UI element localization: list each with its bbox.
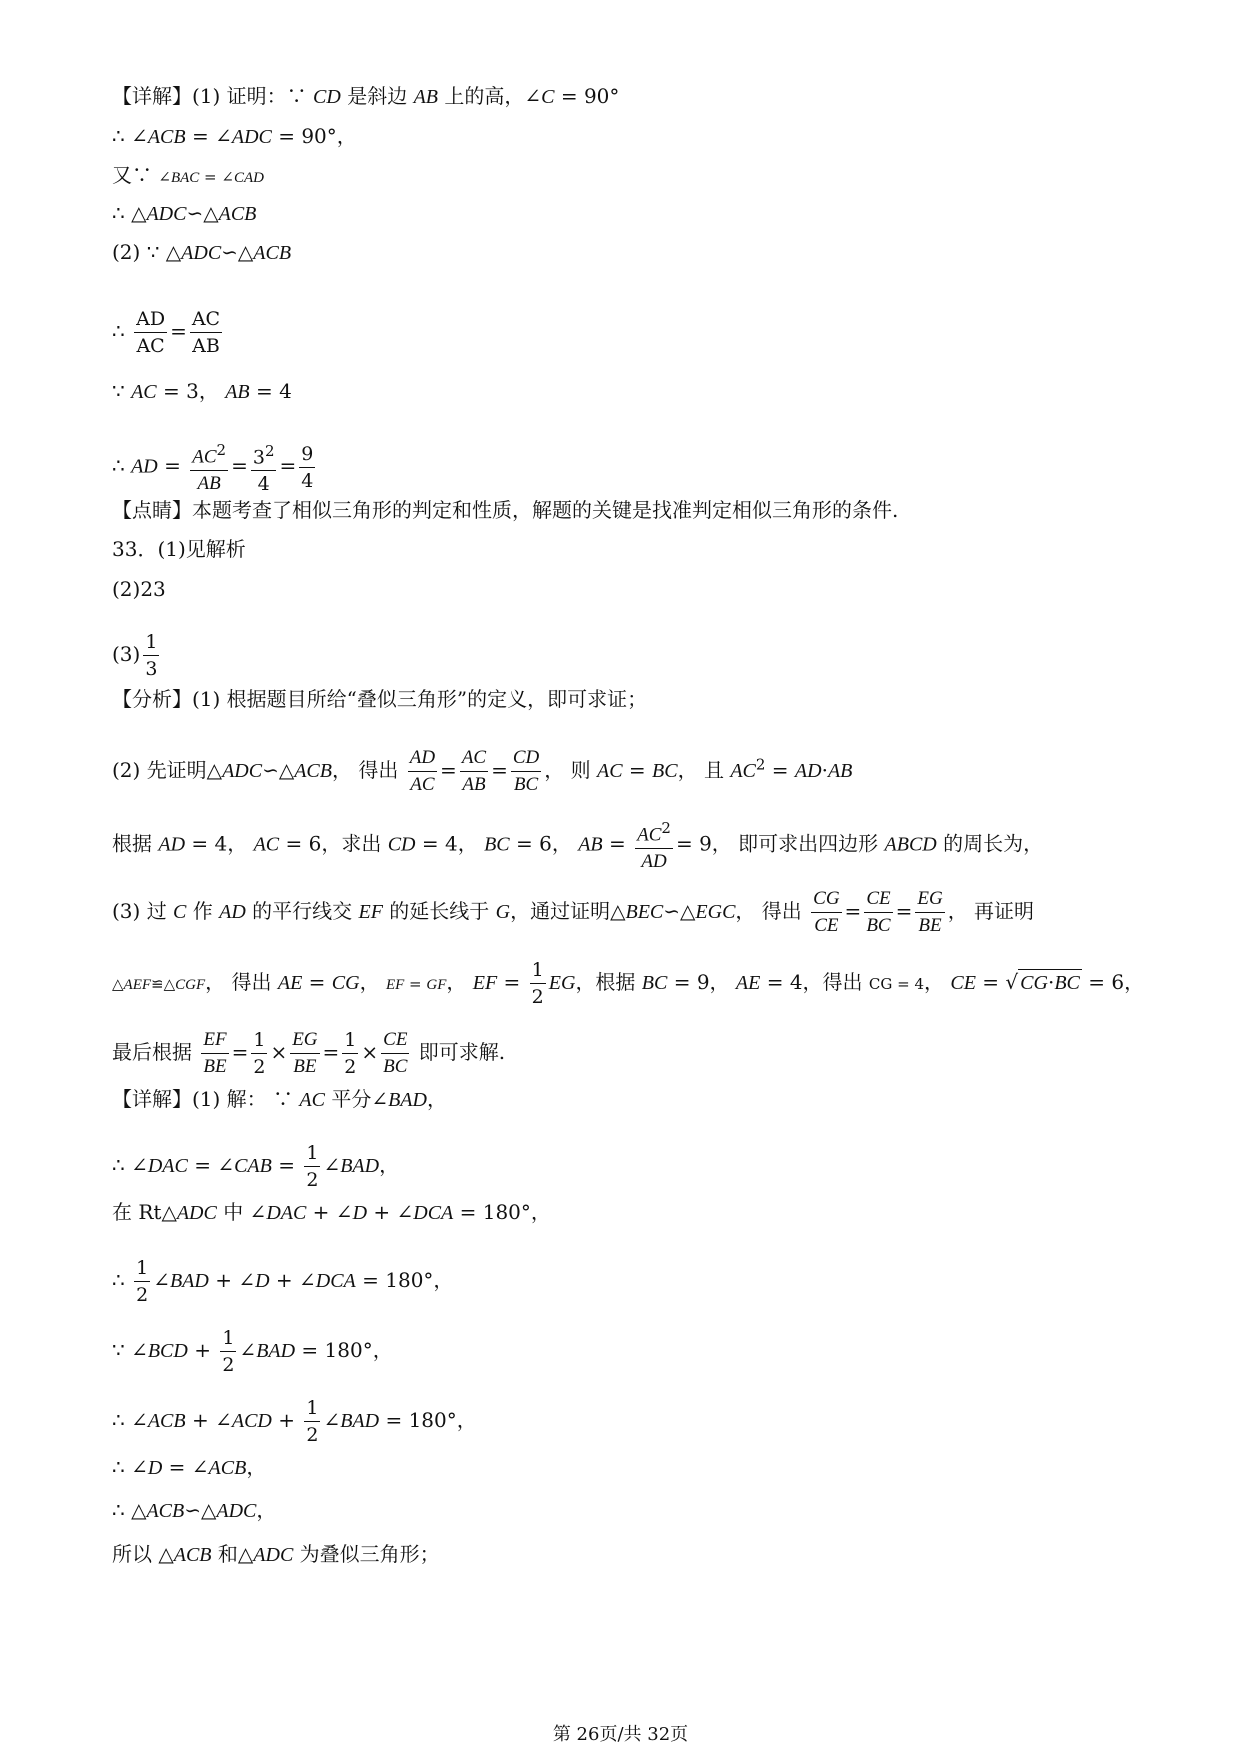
line-10: 33．(1)见解析 bbox=[112, 537, 246, 561]
line-6: ∴ $\frac{AD}{AC}$ = $\frac{AC}{AB}$ bbox=[112, 308, 221, 357]
page-footer: 第 26页/共 32页 bbox=[552, 1724, 689, 1745]
line-12: (3) $\frac{1}{3}$ bbox=[112, 631, 158, 680]
line-11: (2)23 bbox=[112, 577, 166, 601]
line-3: 又∵ ∠BAC = ∠CAD bbox=[112, 163, 264, 187]
line-16: (3) 过 C 作 AD 的平行线交 EF 的延长线于 G，通过证明△BEC∽△EGC， 得出 $\frac{CG}{CE}$ = $\frac{CE}{BC}$ = $\frac{EG}{BE}$ ， 再证明 bbox=[112, 888, 1035, 936]
line-8: ∴ AD = $\frac{AC^2}{AB}$ = $\frac{3^2}{4}$ = $\frac{9}{4}$ bbox=[112, 437, 318, 497]
line-15: 根据 AD = 4， AC = 6，求出 CD = 4， BC = 6， AB = $\frac{AC^2}{AD}$ = 9， 即可求出四边形 ABCD 的周长为， bbox=[112, 815, 1043, 875]
line-7: ∵ AC = 3， AB = 4 bbox=[112, 379, 292, 403]
line-9: 【点睛】本题考查了相似三角形的判定和性质，解题的关键是找准判定相似三角形的条件. bbox=[112, 498, 899, 522]
line-25: ∴ ∠D = ∠ACB， bbox=[112, 1455, 267, 1479]
line-19: 【详解】(1) 解： ∵ AC 平分∠BAD， bbox=[112, 1087, 447, 1111]
line-20: ∴ ∠DAC = ∠CAB = $\frac{1}{2}$ ∠BAD， bbox=[112, 1142, 400, 1191]
line-5: (2) ∵ △ADC∽△ACB bbox=[112, 240, 292, 264]
line-21: 在 Rt△ADC 中 ∠DAC + ∠D + ∠DCA = 180°， bbox=[112, 1200, 551, 1224]
line-13: 【分析】(1) 根据题目所给“叠似三角形”的定义，即可求证； bbox=[112, 687, 648, 711]
line-23: ∵ ∠BCD + $\frac{1}{2}$ ∠BAD = 180°， bbox=[112, 1327, 393, 1376]
line-2: ∴ ∠ACB = ∠ADC = 90°， bbox=[112, 124, 357, 148]
line-24: ∴ ∠ACB + ∠ACD + $\frac{1}{2}$ ∠BAD = 180°， bbox=[112, 1397, 477, 1446]
line-4: ∴ △ADC∽△ACB bbox=[112, 201, 257, 225]
line-18: 最后根据 $\frac{EF}{BE}$ = $\frac{1}{2}$ × $\frac{EG}{BE}$ = $\frac{1}{2}$ × $\frac{CE}{BC}$ 即可求解. bbox=[112, 1029, 506, 1078]
line-17: △AEF≌△CGF， 得出 AE = CG， EF = GF， EF = $\frac{1}{2}$ EG，根据 BC = 9， AE = 4，得出 CG = 4， CE = √ CG·BC = 6， bbox=[112, 959, 1145, 1008]
line-14: (2) 先证明△ADC∽△ACB， 得出 $\frac{AD}{AC}$ = $\frac{AC}{AB}$ = $\frac{CD}{BC}$ ， 则 AC = BC， 且 $AC^2 = AD\cdot AB$ bbox=[112, 747, 853, 795]
line-27: 所以 △ACB 和△ADC 为叠似三角形； bbox=[112, 1542, 440, 1566]
line-1: 【详解】(1) 证明：∵ CD 是斜边 AB 上的高，∠C = 90° bbox=[112, 84, 620, 108]
line-22: ∴ $\frac{1}{2}$ ∠BAD + ∠D + ∠DCA = 180°， bbox=[112, 1257, 454, 1306]
line-26: ∴ △ACB∽△ADC， bbox=[112, 1498, 277, 1522]
